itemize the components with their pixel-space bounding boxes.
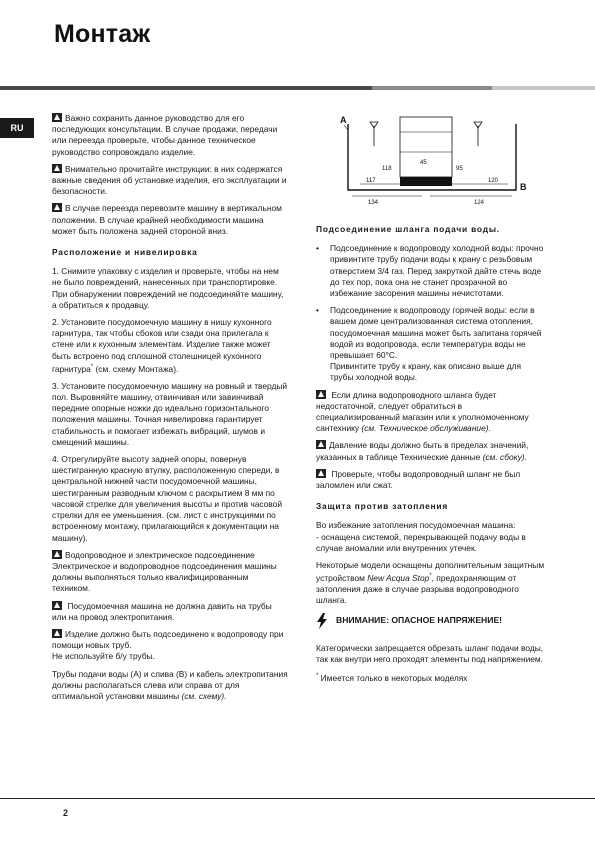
warning-icon (52, 164, 62, 173)
dim-124: 124 (474, 200, 485, 206)
flood-acqua-stop: Некоторые модели оснащены дополнительным защитным устройством New Acqua Stop*, предохраняющим от затопления даже в случае разрыва водопроводного шланга. (316, 560, 545, 606)
tap-icon (474, 122, 482, 146)
header-color-bar (0, 86, 595, 90)
right-column (316, 224, 546, 690)
warning-water-pressure: Давление воды должно быть в пределах значений, указанных в таблице Технические данные (см. сбоку). (316, 440, 529, 462)
warning-keep-manual: Важно сохранить данное руководство для его последующих консультации. В случае продажи, передачи или переезда проверьте, чтобы данное техническое руководство сопровождало изделие. (52, 113, 278, 157)
language-tab: RU (0, 118, 34, 138)
dim-95: 95 (456, 166, 463, 172)
dim-118: 118 (382, 166, 392, 172)
warning-connection: Водопроводное и электрическое подсоединение Электрическое и водопроводное подсоединения машины должны выполняться только квалифицированным техником. (52, 549, 277, 594)
pipes-placement: Трубы подачи воды (А) и слива (В) и кабель электропитания должны располагаться слева или справа от для оптимальной установки машины (см. схему). (52, 668, 288, 701)
heading-flood: Защита против затопления (316, 501, 449, 512)
page-title: Монтаж (54, 20, 151, 48)
warning-icon (52, 601, 62, 610)
warning-icon (52, 629, 62, 638)
heading-placement: Расположение и нивелировка (52, 247, 198, 258)
warning-icon (316, 390, 326, 399)
left-column (52, 113, 288, 708)
no-cut-hose: Категорически запрещается обрезать шланг подачи воды, так как внутри него проходят элементы под напряжением. (316, 642, 544, 664)
label-a: A (340, 115, 347, 125)
bar-segment-light (492, 86, 595, 90)
dim-117: 117 (366, 178, 376, 184)
dishwasher-body (400, 117, 452, 177)
warning-read-instructions: Внимательно прочитайте инструкции: в них содержатся важные сведения об установке изделия, его эксплуатации и безопасности. (52, 163, 287, 197)
list-item: • Подсоединение к водопроводу холодной воды: прочно привинтите трубу подачи воды к крану с резьбовым отверстием 3/4 газ. Перед закруткой дайте стечь воде до тех пор, пока она не станет прозрачной во избежание засорения машины нечистотами. (316, 243, 544, 299)
step-2: 2. Установите посудомоечную машину в нишу кухонного гарнитура, так чтобы сбоков или сзади она прилегала к стене или к кухонным элементам. Изделие также может быть встроено под сплошной столешницей кухонного гарнитура* (см. схему Монтажа). (52, 317, 272, 374)
warning-hose-length: Если длина водопроводного шланга будет недостаточной, следует обратиться в специализированный магазин или к уполномоченному сантехнику (см. Техническое обслуживание). (316, 389, 529, 434)
warning-icon (52, 113, 62, 122)
footer-rule (0, 798, 595, 799)
lightning-icon (316, 613, 328, 629)
dishwasher-base (400, 177, 452, 186)
bar-segment-mid (372, 86, 492, 90)
footnote: * Имеется только в некоторых моделях (316, 672, 468, 683)
warning-new-pipes: Изделие должно быть подсоединено к водопроводу при помощи новых труб. Не используйте б/у трубы. (52, 628, 284, 662)
warning-icon (316, 469, 326, 478)
flood-intro: Во избежание затопления посудомоечная машина: - оснащена системой, перекрывающей подачу воды в случае аномалии или внутренних утечек. (316, 520, 526, 553)
list-item: • Подсоединение к водопроводу горячей воды: если в вашем доме централизованная система отопления, посудомоечная машина может быть запитана горячей водой из водопровода, если температура воды не превышает 60°C. Привинтите трубу к крану, как описано выше для трубы холодной воды. (316, 305, 542, 383)
label-b: B (520, 182, 527, 192)
installation-diagram (338, 112, 528, 208)
step-3: 3. Установите посудомоечную машину на ровный и твердый пол. Выровняйте машину, отвинчивая или завинчивай передние опорные ножки до идеально горизонтального положения машины. Точная нивелировка гарантирует стабильность и помогает избежать вибраций, шумов и смещений машины. (52, 380, 288, 447)
step-4: 4. Отрегулируйте высоту задней опоры, повернув шестигранную красную втулку, расположенную спереди, в центральной нижней части посудомоечной машины, шестигранным разводным ключом с раскрытием 8 мм по часовой стрелке для увеличения высоты и против часовой стрелки для ее уменьшения. (см. лист с инструкциями по встроенному монтажу, прилагающийся к документации на машину). (52, 454, 282, 543)
danger-voltage-warning: ВНИМАНИЕ: ОПАСНОЕ НАПРЯЖЕНИЕ! (316, 613, 546, 629)
dim-45: 45 (420, 160, 427, 166)
warning-transport: В случае переезда перевозите машину в вертикальном положении. В случае крайней необходимости машина может быть положена задней стороной вниз. (52, 203, 282, 236)
warning-icon (52, 550, 62, 559)
warning-hose-kink: Проверьте, чтобы водопроводный шланг не был заломлен или сжат. (316, 468, 521, 491)
warning-no-pressure: Посудомоечная машина не должна давить на трубы или на провод электропитания. (52, 600, 272, 622)
heading-hose: Подсоединение шланга подачи воды. (316, 224, 500, 234)
warning-icon (316, 440, 326, 449)
dim-134: 134 (368, 200, 379, 206)
dim-120: 120 (488, 178, 499, 184)
warning-icon (52, 203, 62, 212)
tap-icon (370, 122, 378, 146)
bar-segment-dark (0, 86, 372, 90)
step-1: 1. Снимите упаковку с изделия и проверьте, чтобы на нем не было повреждений, нанесенных при транспортировке. При обнаружении повреждений не подсоединяйте машину, а обратиться к продавцу. (52, 266, 284, 310)
page-number: 2 (63, 808, 69, 818)
